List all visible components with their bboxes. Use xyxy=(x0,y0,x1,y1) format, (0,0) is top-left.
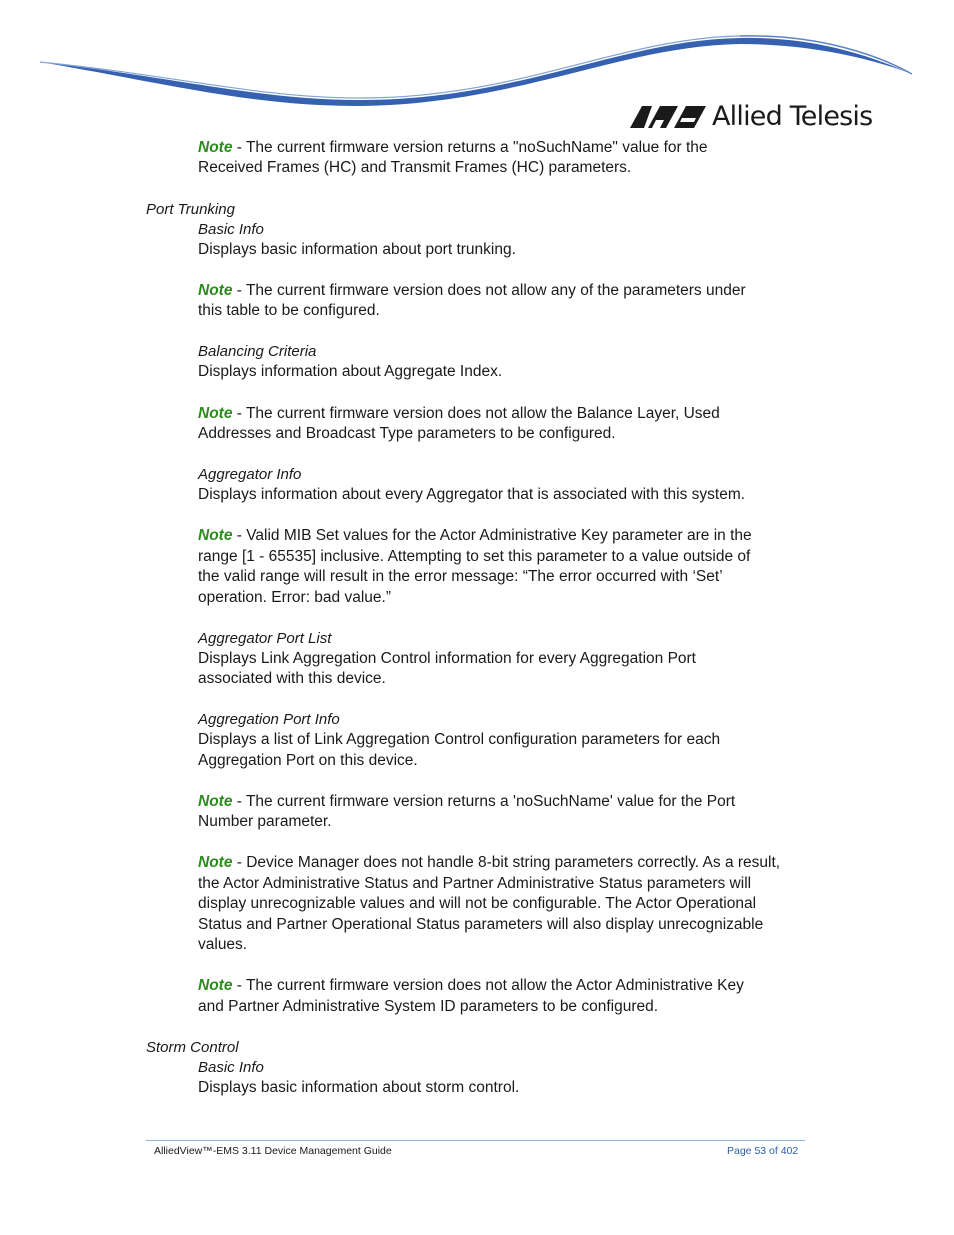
footer-document-title: AlliedView™-EMS 3.11 Device Management Guide xyxy=(154,1145,392,1157)
note-paragraph-6-line4: Status and Partner Operational Status parameters will also display unrecognizable xyxy=(198,916,764,933)
note-paragraph-4-line2: range [1 - 65535] inclusive. Attempting to set this parameter to a value outside of xyxy=(198,548,751,565)
note-paragraph-5: Note - The current firmware version returns a 'noSuchName' value for the Port xyxy=(198,793,736,810)
at-logo-mark-icon xyxy=(630,106,706,128)
note-paragraph-7-line2: and Partner Administrative System ID parameters to be configured. xyxy=(198,998,659,1015)
balancing-criteria-description: Displays information about Aggregate Index. xyxy=(198,363,503,380)
aggregator-port-list-description-line2: associated with this device. xyxy=(198,670,386,687)
aggregation-port-info-description: Displays a list of Link Aggregation Control configuration parameters for each xyxy=(198,731,721,748)
note-paragraph-6-line2: the Actor Administrative Status and Partner Administrative Status parameters will xyxy=(198,875,752,892)
note-paragraph-4: Note - Valid MIB Set values for the Actor Administrative Key parameter are in the xyxy=(198,527,752,544)
note-label: Note xyxy=(198,977,233,994)
note-paragraph-3: Note - The current firmware version does not allow the Balance Layer, Used xyxy=(198,405,720,422)
brand-wordmark: Allied Telesis xyxy=(712,101,873,132)
note-paragraph-6: Note - Device Manager does not handle 8-bit string parameters correctly. As a result, xyxy=(198,854,781,871)
note-label: Note xyxy=(198,854,233,871)
footer-divider xyxy=(146,1140,805,1141)
note-paragraph-1: Note - The current firmware version returns a "noSuchName" value for the xyxy=(198,139,708,156)
footer-page-number: Page 53 of 402 xyxy=(727,1145,799,1157)
subheading-aggregator-info: Aggregator Info xyxy=(198,466,302,483)
note-label: Note xyxy=(198,405,233,422)
section-heading-port-trunking: Port Trunking xyxy=(146,201,235,218)
note-paragraph-4-line3: the valid range will result in the error message: “The error occurred with ‘Set’ xyxy=(198,568,723,585)
subheading-storm-basic-info: Basic Info xyxy=(198,1059,264,1076)
note-paragraph-3-line2: Addresses and Broadcast Type parameters to be configured. xyxy=(198,425,616,442)
note-label: Note xyxy=(198,139,233,156)
note-label: Note xyxy=(198,282,233,299)
subheading-basic-info: Basic Info xyxy=(198,221,264,238)
note-paragraph-7: Note - The current firmware version does not allow the Actor Administrative Key xyxy=(198,977,744,994)
note-label: Note xyxy=(198,793,233,810)
aggregator-info-description: Displays information about every Aggregator that is associated with this system. xyxy=(198,486,746,503)
subheading-aggregation-port-info: Aggregation Port Info xyxy=(198,711,340,728)
note-paragraph-6-line3: display unrecognizable values and will not be configurable. The Actor Operational xyxy=(198,895,757,912)
note-label: Note xyxy=(198,527,233,544)
note-paragraph-6-line5: values. xyxy=(198,936,248,953)
storm-basic-info-description: Displays basic information about storm control. xyxy=(198,1079,520,1096)
note-paragraph-1-line2: Received Frames (HC) and Transmit Frames (HC) parameters. xyxy=(198,159,632,176)
aggregator-port-list-description: Displays Link Aggregation Control information for every Aggregation Port xyxy=(198,650,696,667)
subheading-balancing-criteria: Balancing Criteria xyxy=(198,343,317,360)
basic-info-description: Displays basic information about port trunking. xyxy=(198,241,516,258)
allied-telesis-logo xyxy=(630,100,872,134)
section-heading-storm-control: Storm Control xyxy=(146,1039,239,1056)
note-paragraph-2-line2: this table to be configured. xyxy=(198,302,380,319)
subheading-aggregator-port-list: Aggregator Port List xyxy=(198,630,332,647)
note-paragraph-4-line4: operation. Error: bad value.” xyxy=(198,589,391,606)
aggregation-port-info-description-line2: Aggregation Port on this device. xyxy=(198,752,418,769)
note-paragraph-2: Note - The current firmware version does not allow any of the parameters under xyxy=(198,282,746,299)
note-paragraph-5-line2: Number parameter. xyxy=(198,813,332,830)
